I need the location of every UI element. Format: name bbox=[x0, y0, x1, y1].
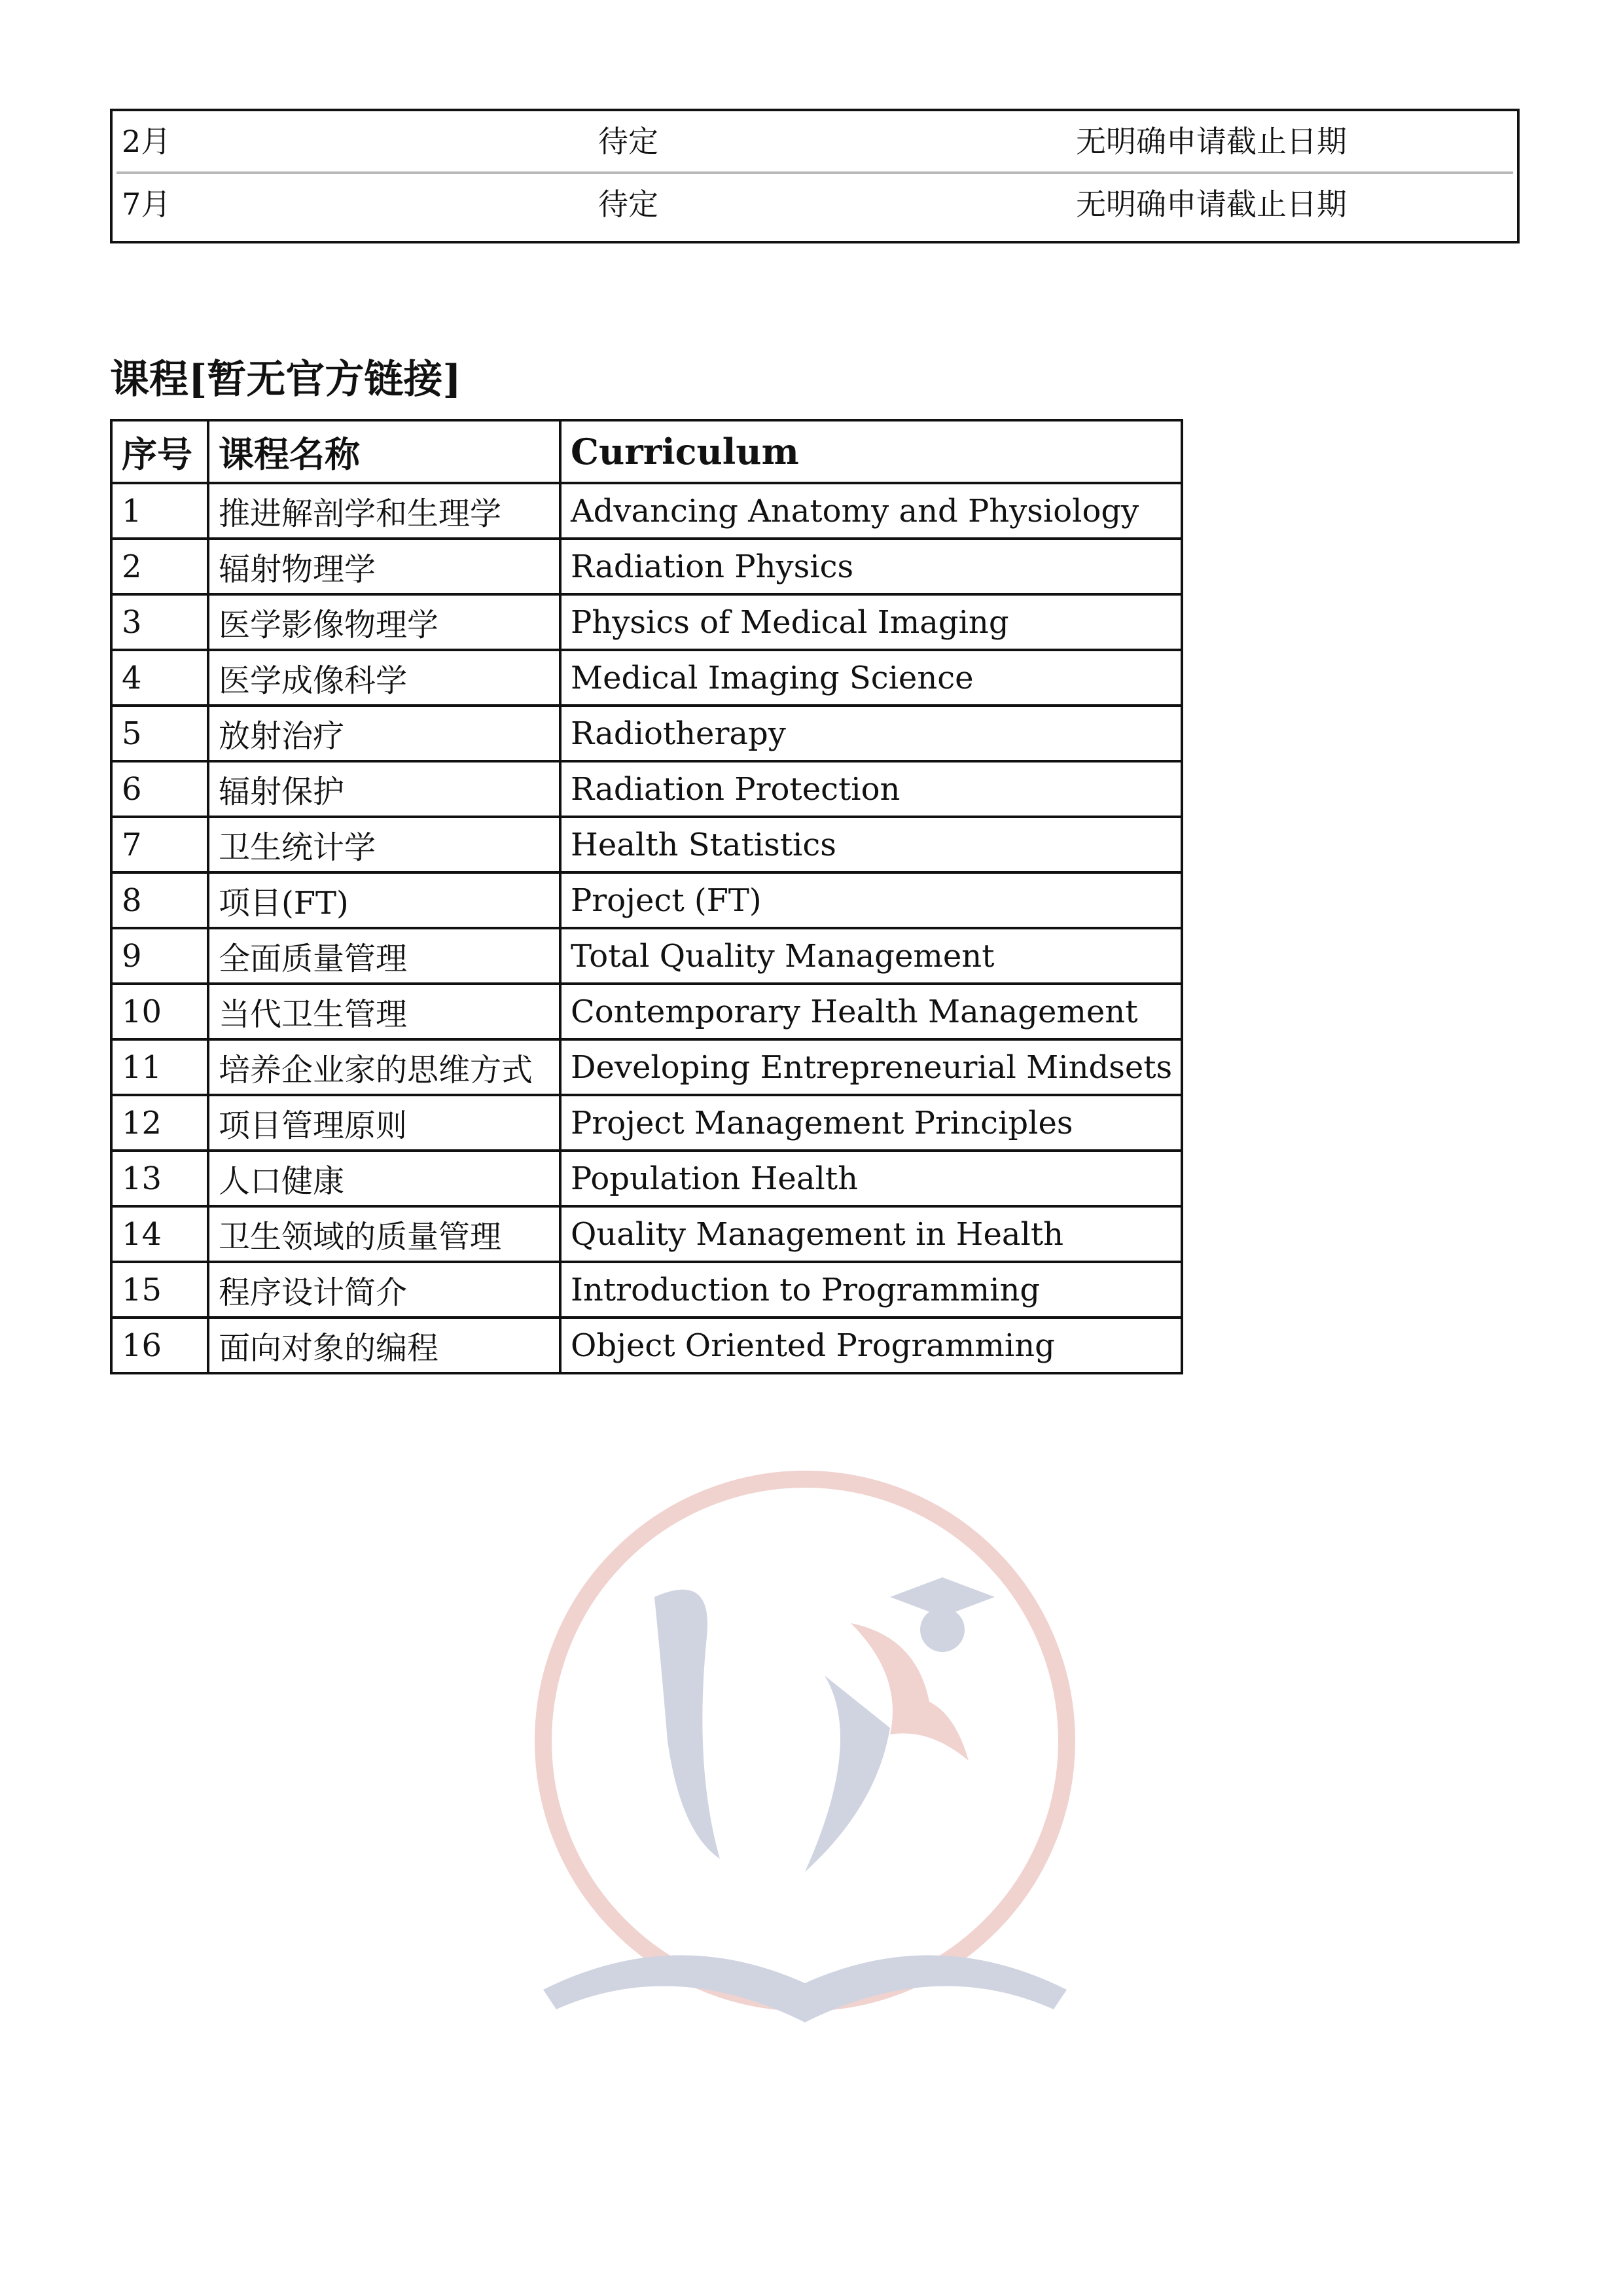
intake-row bbox=[116, 111, 1513, 174]
course-name: 医学影像物理学 bbox=[208, 594, 560, 650]
table-row bbox=[111, 594, 1182, 650]
header-index: 序号 bbox=[111, 420, 208, 483]
course-name: 项目(FT) bbox=[208, 872, 560, 928]
course-index: 3 bbox=[111, 594, 208, 650]
course-curriculum: Population Health bbox=[560, 1151, 1182, 1206]
course-name: 辐射保护 bbox=[208, 761, 560, 817]
table-row bbox=[111, 539, 1182, 594]
table-row bbox=[111, 984, 1182, 1039]
course-table bbox=[110, 419, 1183, 1374]
header-course-name: 课程名称 bbox=[208, 420, 560, 483]
table-row bbox=[111, 1039, 1182, 1095]
watermark-ring bbox=[543, 1479, 1067, 2003]
graduation-logo-icon bbox=[524, 1466, 1086, 2042]
course-name: 面向对象的编程 bbox=[208, 1318, 560, 1373]
table-row bbox=[111, 872, 1182, 928]
course-name: 培养企业家的思维方式 bbox=[208, 1039, 560, 1095]
course-name: 人口健康 bbox=[208, 1151, 560, 1206]
course-index: 15 bbox=[111, 1262, 208, 1318]
watermark-letter-left bbox=[654, 1590, 720, 1859]
course-index: 6 bbox=[111, 761, 208, 817]
table-row bbox=[111, 1318, 1182, 1373]
course-curriculum: Radiation Physics bbox=[560, 539, 1182, 594]
course-name: 医学成像科学 bbox=[208, 650, 560, 706]
table-row bbox=[111, 817, 1182, 872]
course-table-header bbox=[111, 420, 1182, 483]
course-index: 4 bbox=[111, 650, 208, 706]
course-curriculum: Radiation Protection bbox=[560, 761, 1182, 817]
course-name: 当代卫生管理 bbox=[208, 984, 560, 1039]
course-curriculum: Project Management Principles bbox=[560, 1095, 1182, 1151]
course-curriculum: Medical Imaging Science bbox=[560, 650, 1182, 706]
table-row bbox=[111, 1206, 1182, 1262]
course-name: 辐射物理学 bbox=[208, 539, 560, 594]
course-name: 程序设计简介 bbox=[208, 1262, 560, 1318]
table-row bbox=[111, 1262, 1182, 1318]
intake-row bbox=[116, 174, 1513, 234]
table-row bbox=[111, 1151, 1182, 1206]
course-curriculum: Physics of Medical Imaging bbox=[560, 594, 1182, 650]
course-name: 项目管理原则 bbox=[208, 1095, 560, 1151]
course-index: 10 bbox=[111, 984, 208, 1039]
watermark-head bbox=[920, 1607, 965, 1652]
course-curriculum: Introduction to Programming bbox=[560, 1262, 1182, 1318]
course-index: 13 bbox=[111, 1151, 208, 1206]
intake-table bbox=[110, 109, 1520, 243]
course-index: 9 bbox=[111, 928, 208, 984]
course-curriculum: Project (FT) bbox=[560, 872, 1182, 928]
course-curriculum: Total Quality Management bbox=[560, 928, 1182, 984]
course-index: 16 bbox=[111, 1318, 208, 1373]
header-curriculum: Curriculum bbox=[560, 420, 1182, 483]
course-curriculum: Developing Entrepreneurial Mindsets bbox=[560, 1039, 1182, 1095]
course-curriculum: Advancing Anatomy and Physiology bbox=[560, 483, 1182, 539]
table-row bbox=[111, 1095, 1182, 1151]
course-name: 卫生领域的质量管理 bbox=[208, 1206, 560, 1262]
course-index: 7 bbox=[111, 817, 208, 872]
intake-month: 7月 bbox=[122, 187, 171, 222]
table-row bbox=[111, 483, 1182, 539]
course-curriculum: Quality Management in Health bbox=[560, 1206, 1182, 1262]
course-name: 推进解剖学和生理学 bbox=[208, 483, 560, 539]
intake-month: 2月 bbox=[122, 124, 171, 159]
course-index: 1 bbox=[111, 483, 208, 539]
watermark-letter-right bbox=[805, 1676, 890, 1872]
course-index: 2 bbox=[111, 539, 208, 594]
table-row bbox=[111, 761, 1182, 817]
course-curriculum: Object Oriented Programming bbox=[560, 1318, 1182, 1373]
intake-status: 待定 bbox=[598, 124, 658, 159]
course-index: 5 bbox=[111, 706, 208, 761]
table-row bbox=[111, 928, 1182, 984]
table-row bbox=[111, 706, 1182, 761]
course-index: 12 bbox=[111, 1095, 208, 1151]
intake-deadline: 无明确申请截止日期 bbox=[1076, 187, 1347, 222]
course-index: 14 bbox=[111, 1206, 208, 1262]
course-curriculum: Contemporary Health Management bbox=[560, 984, 1182, 1039]
intake-deadline: 无明确申请截止日期 bbox=[1076, 124, 1347, 159]
course-index: 11 bbox=[111, 1039, 208, 1095]
course-name: 放射治疗 bbox=[208, 706, 560, 761]
course-name: 卫生统计学 bbox=[208, 817, 560, 872]
course-curriculum: Health Statistics bbox=[560, 817, 1182, 872]
course-name: 全面质量管理 bbox=[208, 928, 560, 984]
watermark-book bbox=[543, 1955, 1067, 2022]
section-title: 课程[暂无官方链接] bbox=[110, 357, 461, 403]
course-curriculum: Radiotherapy bbox=[560, 706, 1182, 761]
course-index: 8 bbox=[111, 872, 208, 928]
course-table-body bbox=[111, 483, 1182, 1373]
table-row bbox=[111, 650, 1182, 706]
intake-status: 待定 bbox=[598, 187, 658, 222]
